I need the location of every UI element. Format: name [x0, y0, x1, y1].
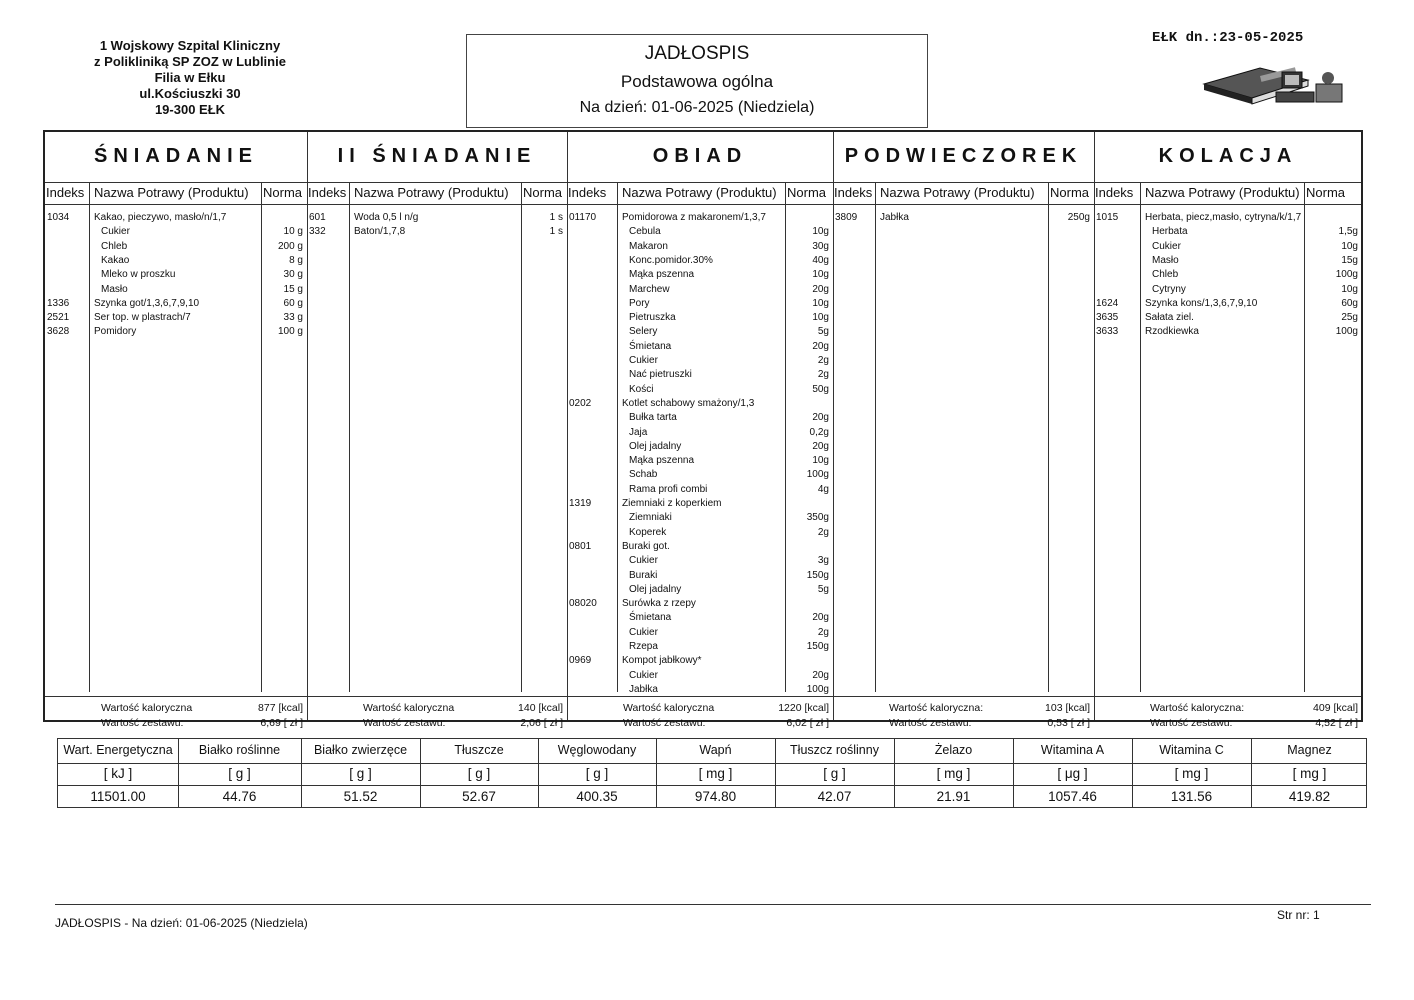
- section-divider: [567, 132, 568, 720]
- hospital-name: 1 Wojskowy Szpital Kliniczny: [99, 38, 281, 53]
- table-row: [569, 670, 831, 683]
- row-index: 1336: [47, 297, 70, 309]
- row-name: Pomidory: [94, 326, 137, 338]
- row-norm: 100g: [806, 683, 829, 695]
- table-row: [47, 312, 305, 325]
- table-row: [569, 298, 831, 311]
- row-index: 3633: [1096, 326, 1119, 338]
- row-index: 2521: [47, 312, 70, 324]
- row-norm: 3g: [817, 555, 829, 567]
- table-row: [309, 212, 565, 225]
- column-header-name: Nazwa Potrawy (Produktu): [354, 185, 509, 200]
- row-norm: 50g: [812, 383, 829, 395]
- nutrition-name: Wart. Energetyczna: [63, 743, 173, 757]
- row-norm: 2g: [817, 355, 829, 366]
- table-row: [1096, 226, 1360, 239]
- table-row: [569, 527, 831, 540]
- nutrition-unit: [ kJ ]: [103, 766, 133, 781]
- row-index: 1034: [47, 212, 70, 223]
- row-norm: 1 s: [549, 226, 563, 238]
- nutrition-name: Tłuszcz roślinny: [790, 743, 879, 757]
- table-row: [309, 226, 565, 239]
- column-header-norm: Norma: [787, 185, 827, 200]
- table-row: [47, 212, 305, 225]
- calorie-value: 877 [kcal]: [258, 702, 303, 714]
- nutrition-table: [57, 738, 1367, 808]
- table-row: [569, 541, 831, 554]
- book-computer-icon: [1200, 58, 1350, 114]
- row-norm: 60 g: [283, 297, 303, 309]
- section-title: OBIAD: [652, 144, 748, 167]
- row-norm: 10g: [812, 297, 829, 309]
- row-name: Cukier: [629, 669, 658, 681]
- section-divider: [1094, 132, 1095, 720]
- table-row: [569, 570, 831, 583]
- nutrition-unit: [ g ]: [228, 766, 251, 781]
- row-norm: 10g: [1341, 283, 1358, 295]
- row-norm: 1 s: [549, 212, 563, 223]
- page-number: Str nr: 1: [1277, 908, 1320, 922]
- calorie-value: 1220 [kcal]: [778, 702, 829, 714]
- row-norm: 60g: [1341, 297, 1358, 309]
- row-name: Marchew: [629, 283, 670, 295]
- row-name: Surówka z rzepy: [622, 598, 696, 610]
- nutrition-unit: [ g ]: [349, 766, 372, 781]
- row-name: Cytryny: [1152, 283, 1186, 295]
- row-norm: 0,2g: [809, 426, 829, 438]
- table-row: [569, 455, 831, 468]
- row-norm: 30 g: [283, 269, 303, 281]
- table-row: [569, 398, 831, 411]
- row-name: Rzodkiewka: [1145, 326, 1199, 338]
- row-name: Herbata, piecz,masło, cytryna/k/1,7: [1145, 212, 1302, 223]
- calorie-value: 140 [kcal]: [518, 702, 563, 714]
- nutrition-unit: [ μg ]: [1057, 766, 1088, 781]
- row-name: Ser top. w plastrach/7: [94, 312, 191, 324]
- row-index: 0969: [569, 655, 592, 667]
- nutrition-value: 52.67: [462, 789, 496, 804]
- row-norm: 350g: [806, 512, 829, 524]
- section-title: PODWIECZOREK: [844, 144, 1083, 167]
- row-norm: 200 g: [277, 240, 303, 252]
- calorie-label: Wartość kaloryczna: [101, 702, 193, 714]
- column-header-index: Indeks: [308, 185, 347, 200]
- row-name: Jabłka: [880, 212, 909, 223]
- row-name: Chleb: [1152, 269, 1179, 281]
- column-header-norm: Norma: [523, 185, 563, 200]
- table-row: [1096, 312, 1360, 325]
- row-norm: 15g: [1341, 254, 1358, 266]
- table-row: [569, 284, 831, 297]
- table-row: [569, 484, 831, 497]
- table-row: [835, 212, 1092, 225]
- table-row: [1096, 212, 1360, 225]
- hospital-address: [60, 38, 320, 118]
- page-title: JADŁOSPIS: [644, 43, 750, 64]
- row-name: Cukier: [1152, 240, 1181, 252]
- row-index: 08020: [569, 598, 597, 610]
- column-header-name: Nazwa Potrawy (Produktu): [622, 185, 777, 200]
- column-header-norm: Norma: [263, 185, 303, 200]
- row-name: Konc.pomidor.30%: [629, 254, 713, 266]
- nutrition-unit: [ mg ]: [1174, 766, 1209, 781]
- row-norm: 10g: [812, 269, 829, 281]
- table-row: [569, 226, 831, 239]
- column-divider: [349, 182, 350, 692]
- table-row: [569, 241, 831, 254]
- table-row: [569, 427, 831, 440]
- row-name: Kakao, pieczywo, masło/n/1,7: [94, 212, 227, 223]
- cost-value: 6,02 [ zł ]: [786, 717, 829, 729]
- row-name: Mleko w proszku: [101, 269, 176, 281]
- row-norm: 1,5g: [1338, 226, 1358, 238]
- nutrition-unit: [ g ]: [823, 766, 846, 781]
- nutrition-unit: [ mg ]: [698, 766, 733, 781]
- row-name: Pomidorowa z makaronem/1,3,7: [622, 212, 766, 223]
- column-header-index: Indeks: [834, 185, 873, 200]
- row-norm: 8 g: [289, 254, 303, 266]
- row-name: Masło: [1152, 254, 1179, 266]
- row-name: Koperek: [629, 526, 667, 538]
- section-title: ŚNIADANIE: [93, 144, 258, 167]
- section-title: KOLACJA: [1158, 144, 1298, 167]
- column-header-index: Indeks: [568, 185, 607, 200]
- table-row: [47, 241, 305, 254]
- table-row: [569, 584, 831, 597]
- table-row: [1096, 269, 1360, 282]
- cost-label: Wartość zestawu:: [101, 717, 184, 729]
- nutrition-row-divider: [58, 763, 1366, 764]
- table-row: [47, 326, 305, 339]
- table-row: [569, 255, 831, 268]
- row-name: Szynka got/1,3,6,7,9,10: [94, 297, 200, 309]
- table-row: [569, 312, 831, 325]
- row-norm: 250g: [1067, 212, 1090, 223]
- row-name: Kości: [629, 383, 654, 395]
- nutrition-value: 400.35: [576, 789, 618, 804]
- table-row: [569, 212, 831, 225]
- row-name: Rzepa: [629, 641, 658, 652]
- row-name: Ziemniaki z koperkiem: [622, 498, 722, 509]
- row-norm: 10g: [812, 455, 829, 467]
- table-row: [569, 341, 831, 354]
- cost-value: 6,69 [ zł ]: [260, 717, 303, 729]
- row-name: Jaja: [629, 426, 648, 438]
- row-index: 01170: [569, 212, 597, 223]
- column-header-norm: Norma: [1050, 185, 1090, 200]
- nutrition-name: Witamina A: [1040, 743, 1105, 757]
- row-name: Cebula: [629, 226, 661, 238]
- row-name: Kompot jabłkowy*: [622, 655, 702, 667]
- table-row: [1096, 241, 1360, 254]
- section-header-divider: [45, 182, 1361, 183]
- row-norm: 150g: [806, 641, 829, 652]
- hospital-affiliation: z Polikliniką SP ZOZ w Lublinie: [94, 54, 286, 69]
- table-row: [569, 269, 831, 282]
- table-row: [47, 298, 305, 311]
- hospital-street: ul.Kościuszki 30: [139, 86, 241, 101]
- row-name: Selery: [629, 326, 658, 338]
- row-name: Cukier: [629, 626, 658, 638]
- nutrition-name: Witamina C: [1159, 743, 1224, 757]
- cost-value: 0,53 [ zł ]: [1047, 717, 1090, 729]
- table-row: [1096, 326, 1360, 339]
- nutrition-name: Białko zwierzęce: [313, 743, 408, 757]
- row-name: Śmietana: [629, 340, 672, 352]
- row-index: 1624: [1096, 297, 1119, 309]
- column-divider: [521, 182, 522, 692]
- nutrition-value: 44.76: [222, 789, 257, 804]
- row-norm: 10 g: [283, 226, 303, 238]
- row-name: Kakao: [101, 254, 130, 266]
- row-name: Pory: [629, 297, 650, 309]
- row-norm: 10g: [1341, 240, 1358, 252]
- table-row: [569, 598, 831, 611]
- row-name: Sałata ziel.: [1145, 312, 1194, 324]
- cost-label: Wartość zestawu:: [623, 717, 706, 729]
- nutrition-value: 21.91: [936, 789, 971, 804]
- row-norm: 150g: [806, 569, 829, 581]
- title-box: [466, 34, 928, 128]
- section-title: II ŚNIADANIE: [337, 144, 537, 167]
- meal-table: [43, 130, 1363, 729]
- nutrition-value: 51.52: [343, 789, 378, 804]
- table-row: [569, 369, 831, 382]
- calorie-label: Wartość kaloryczna:: [1150, 702, 1245, 714]
- row-name: Kotlet schabowy smażony/1,3: [622, 397, 755, 409]
- row-norm: 20g: [812, 340, 829, 352]
- table-row: [569, 355, 831, 368]
- row-norm: 30g: [812, 240, 829, 252]
- row-name: Baton/1,7,8: [354, 226, 406, 238]
- column-divider: [875, 182, 876, 692]
- row-name: Nać pietruszki: [629, 369, 692, 381]
- table-row: [569, 655, 831, 668]
- row-index: 3628: [47, 326, 70, 338]
- row-index: 1319: [569, 498, 592, 509]
- row-name: Olej jadalny: [629, 440, 682, 452]
- row-index: 332: [309, 226, 326, 238]
- row-name: Mąka pszenna: [629, 455, 695, 467]
- table-row: [569, 384, 831, 397]
- row-norm: 25g: [1341, 312, 1358, 324]
- nutrition-value: 1057.46: [1048, 789, 1097, 804]
- column-header-name: Nazwa Potrawy (Produktu): [880, 185, 1035, 200]
- row-name: Woda 0,5 l n/g: [354, 212, 419, 223]
- nutrition-name: Tłuszcze: [454, 743, 504, 757]
- row-name: Cukier: [629, 555, 658, 567]
- row-name: Pietruszka: [629, 312, 676, 324]
- column-divider: [1048, 182, 1049, 692]
- section-divider: [307, 132, 308, 720]
- table-row: [1096, 284, 1360, 297]
- table-row: [569, 498, 831, 511]
- row-norm: 20g: [812, 440, 829, 452]
- row-name: Chleb: [101, 240, 128, 252]
- row-name: Schab: [629, 469, 658, 481]
- column-header-index: Indeks: [1095, 185, 1134, 200]
- row-name: Bułka tarta: [629, 412, 677, 424]
- row-norm: 40g: [812, 254, 829, 266]
- nutrition-name: Magnez: [1287, 743, 1332, 757]
- row-norm: 15 g: [283, 283, 303, 295]
- row-norm: 20g: [812, 283, 829, 295]
- nutrition-value: 131.56: [1170, 789, 1213, 804]
- nutrition-value: 42.07: [817, 789, 852, 804]
- row-name: Ziemniaki: [629, 512, 672, 524]
- calorie-label: Wartość kaloryczna: [623, 702, 715, 714]
- row-norm: 4g: [817, 483, 829, 495]
- row-norm: 2g: [817, 369, 829, 381]
- row-index: 3635: [1096, 312, 1119, 324]
- row-name: Masło: [101, 283, 128, 295]
- row-norm: 10g: [812, 226, 829, 238]
- table-row: [47, 255, 305, 268]
- cost-value: 4,52 [ zł ]: [1315, 717, 1358, 729]
- cost-value: 2,06 [ zł ]: [520, 717, 563, 729]
- nutrition-name: Białko roślinne: [198, 743, 281, 757]
- cost-label: Wartość zestawu:: [1150, 717, 1233, 729]
- row-norm: 100 g: [277, 326, 303, 338]
- row-norm: 20g: [812, 412, 829, 424]
- table-row: [1096, 255, 1360, 268]
- footer-divider: [55, 904, 1371, 905]
- cost-label: Wartość zestawu:: [363, 717, 446, 729]
- hospital-city: 19-300 EŁK: [154, 102, 226, 117]
- menu-date: Na dzień: 01-06-2025 (Niedziela): [579, 99, 815, 116]
- table-row: [569, 326, 831, 339]
- row-norm: 100g: [1335, 269, 1358, 281]
- row-norm: 33 g: [283, 312, 303, 324]
- table-row: [569, 441, 831, 454]
- row-name: Herbata: [1152, 226, 1188, 238]
- diet-name: Podstawowa ogólna: [620, 72, 774, 91]
- table-row: [47, 269, 305, 282]
- nutrition-value: 11501.00: [90, 789, 146, 804]
- row-name: Cukier: [629, 355, 658, 366]
- row-index: 3809: [835, 212, 858, 223]
- calorie-value: 409 [kcal]: [1313, 702, 1358, 714]
- row-name: Śmietana: [629, 612, 672, 624]
- row-norm: 100g: [1335, 326, 1358, 338]
- nutrition-unit: [ mg ]: [936, 766, 971, 781]
- table-row: [47, 226, 305, 239]
- table-row: [569, 641, 831, 654]
- table-row: [569, 469, 831, 482]
- row-norm: 20g: [812, 612, 829, 624]
- nutrition-unit: [ g ]: [585, 766, 609, 781]
- cost-label: Wartość zestawu:: [889, 717, 972, 729]
- table-row: [569, 627, 831, 640]
- row-norm: 10g: [812, 312, 829, 324]
- column-header-index: Indeks: [46, 185, 85, 200]
- row-name: Buraki got.: [622, 540, 670, 552]
- row-norm: 5g: [817, 583, 829, 595]
- calorie-label: Wartość kaloryczna:: [889, 702, 984, 714]
- row-norm: 2g: [817, 526, 829, 538]
- issue-date: EŁK dn.:23-05-2025: [1152, 30, 1304, 46]
- column-header-divider: [45, 204, 1361, 205]
- row-name: Mąka pszenna: [629, 269, 695, 281]
- hospital-branch: Filia w Ełku: [154, 70, 226, 85]
- table-row: [569, 684, 831, 697]
- row-name: Buraki: [629, 569, 658, 581]
- row-name: Makaron: [629, 240, 668, 252]
- row-norm: 20g: [812, 669, 829, 681]
- table-row: [569, 612, 831, 625]
- table-row: [569, 412, 831, 425]
- table-row: [569, 555, 831, 568]
- row-index: 0801: [569, 540, 592, 552]
- nutrition-value: 419.82: [1288, 789, 1331, 804]
- column-header-norm: Norma: [1306, 185, 1346, 200]
- row-name: Olej jadalny: [629, 583, 682, 595]
- column-header-name: Nazwa Potrawy (Produktu): [1145, 185, 1300, 200]
- table-row: [1096, 298, 1360, 311]
- row-name: Jabłka: [629, 683, 658, 695]
- calorie-label: Wartość kaloryczna: [363, 702, 455, 714]
- calorie-value: 103 [kcal]: [1045, 702, 1090, 714]
- row-name: Cukier: [101, 226, 130, 238]
- nutrition-unit: [ g ]: [467, 766, 491, 781]
- nutrition-name: Żelazo: [934, 743, 973, 757]
- row-norm: 2g: [817, 626, 829, 638]
- row-name: Szynka kons/1,3,6,7,9,10: [1145, 297, 1258, 309]
- row-norm: 5g: [817, 326, 829, 338]
- table-row: [47, 284, 305, 297]
- row-index: 601: [309, 212, 326, 223]
- row-norm: 100g: [806, 469, 829, 481]
- nutrition-name: Węglowodany: [557, 743, 637, 757]
- nutrition-value: 974.80: [694, 789, 737, 804]
- section-divider: [833, 132, 834, 720]
- row-index: 0202: [569, 397, 592, 409]
- column-header-name: Nazwa Potrawy (Produktu): [94, 185, 249, 200]
- nutrition-name: Wapń: [699, 743, 732, 757]
- nutrition-unit: [ mg ]: [1292, 766, 1327, 781]
- row-index: 1015: [1096, 212, 1119, 223]
- row-name: Rama profi combi: [629, 483, 708, 495]
- footer-title: JADŁOSPIS - Na dzień: 01-06-2025 (Niedziela): [55, 916, 308, 930]
- table-row: [569, 512, 831, 525]
- nutrition-row-divider: [58, 785, 1366, 786]
